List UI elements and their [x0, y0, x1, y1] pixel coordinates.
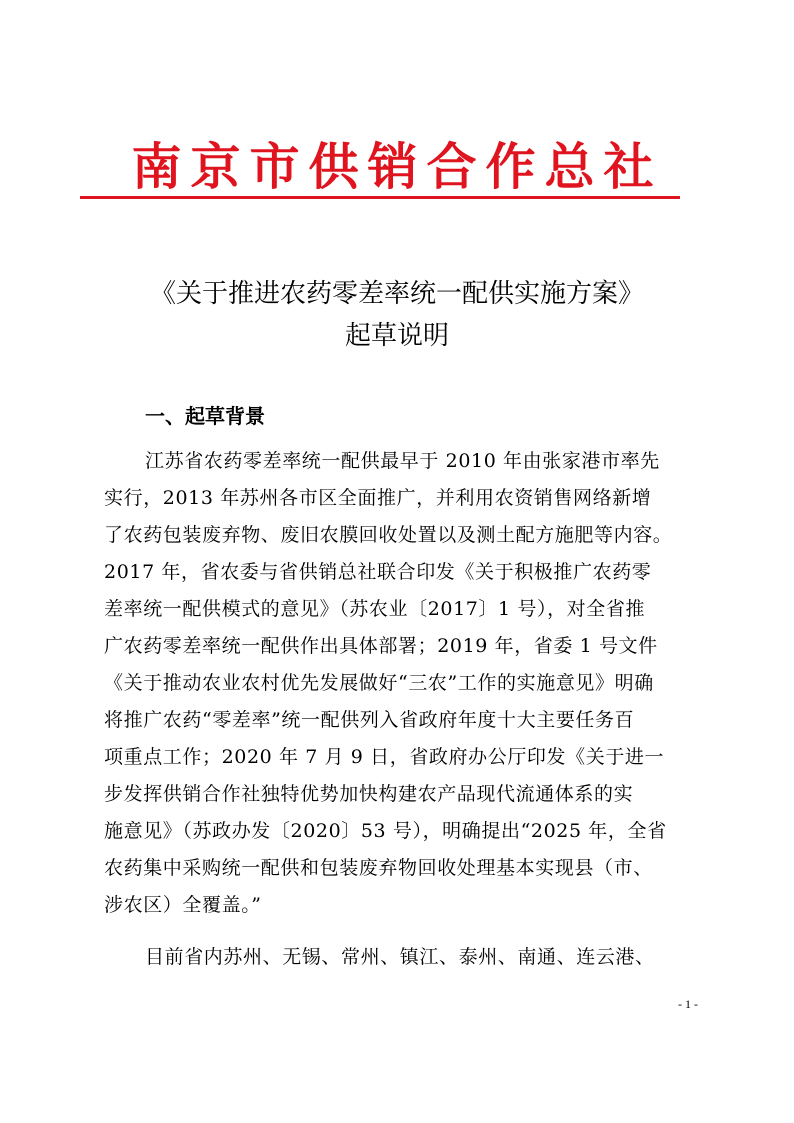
body-line: 农药集中采购统一配供和包装废弃物回收处理基本实现县（市、 — [104, 857, 653, 879]
body-line: 步发挥供销合作社独特优势加快构建农产品现代流通体系的实 — [104, 783, 634, 805]
document-title-line-1: 《关于推进农药零差率统一配供实施方案》 — [149, 279, 644, 309]
document-title-line-2: 起草说明 — [344, 321, 449, 351]
body-line: 了农药包装废弃物、废旧农膜回收处置以及测土配方施肥等内容。 — [104, 524, 673, 546]
page-number: - 1 - — [678, 997, 698, 1011]
body-line: 2017 年，省农委与省供销总社联合印发《关于积极推广农药零 — [104, 561, 652, 583]
body-line: 广农药零差率统一配供作出具体部署；2019 年，省委 1 号文件 — [104, 635, 658, 657]
body-line: 目前省内苏州、无锡、常州、镇江、泰州、南通、连云港、 — [145, 946, 655, 968]
organization-title: 南京市供销合作总社 — [131, 138, 663, 196]
body-line: 《关于推动农业农村优先发展做好“三农”工作的实施意见》明确 — [104, 672, 654, 694]
header-red-rule — [80, 196, 680, 199]
body-line: 涉农区）全覆盖。” — [104, 894, 262, 916]
body-line: 项重点工作；2020 年 7 月 9 日，省政府办公厅印发《关于进一 — [104, 746, 665, 768]
section-heading: 一、起草背景 — [145, 404, 265, 428]
body-line: 江苏省农药零差率统一配供最早于 2010 年由张家港市率先 — [145, 450, 660, 472]
body-line: 差率统一配供模式的意见》（苏农业〔2017〕1 号），对全省推 — [104, 598, 646, 620]
body-line: 施意见》（苏政办发〔2020〕53 号），明确提出“2025 年，全省 — [104, 820, 667, 842]
body-line: 将推广农药“零差率”统一配供列入省政府年度十大主要任务百 — [104, 709, 635, 731]
body-line: 实行，2013 年苏州各市区全面推广，并利用农资销售网络新增 — [104, 487, 652, 509]
